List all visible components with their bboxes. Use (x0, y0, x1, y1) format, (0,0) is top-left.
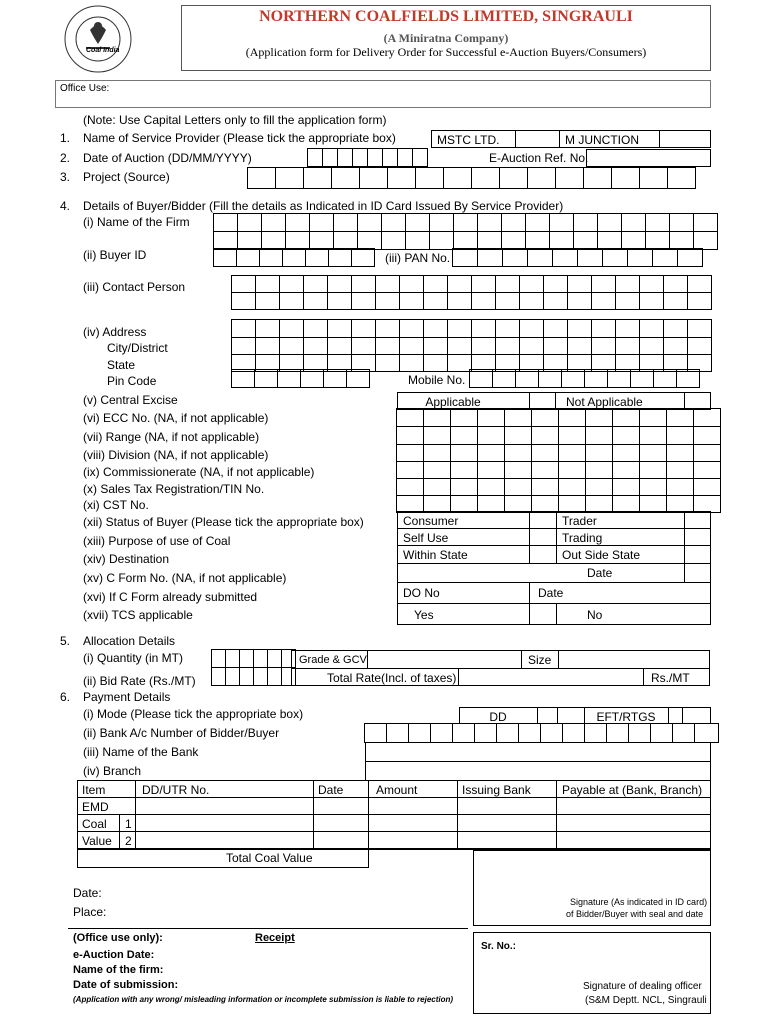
range-label: (vii) Range (NA, if not applicable) (83, 430, 260, 444)
row-index-2: 2 (125, 834, 132, 848)
receipt-heading: Receipt (255, 932, 295, 944)
eft-label: EFT/RTGS (596, 710, 656, 724)
buyer-id-cells[interactable] (214, 249, 375, 267)
row-index-1: 1 (125, 817, 132, 831)
auction-date-label: Date of Auction (DD/MM/YYYY) (83, 151, 252, 165)
excise-details-cells[interactable] (397, 409, 721, 513)
company-sub: (A Miniratna Company) (383, 31, 509, 45)
mobile-label: Mobile No. (408, 373, 466, 387)
item-number-3: 3. (60, 170, 71, 184)
not-applicable-label: Not Applicable (566, 395, 643, 409)
row-coal: Coal (82, 817, 107, 831)
applicable-label: Applicable (425, 395, 481, 409)
buyer-signature-caption-2: of Bidder/Buyer with seal and date (566, 909, 704, 919)
mjunction-label: M JUNCTION (565, 133, 639, 147)
coal-purpose-label: (xiii) Purpose of use of Coal (83, 534, 231, 548)
buyer-signature-caption: Signature (As indicated in ID card) (570, 897, 708, 907)
contact-person-cells[interactable] (232, 276, 712, 310)
item-number-6: 6. (60, 690, 71, 704)
within-state-option[interactable]: Within State (403, 548, 468, 562)
payment-label: Payment Details (83, 690, 171, 704)
th-amount: Amount (376, 783, 418, 797)
tcs-yes-option[interactable]: Yes (414, 608, 434, 622)
buyer-status-label: (xii) Status of Buyer (Please tick the appropriate box) (83, 515, 364, 529)
pan-cells[interactable] (453, 249, 703, 267)
city-label: City/District (107, 341, 168, 355)
footer-date-label: Date: (73, 886, 102, 900)
destination-label: (xiv) Destination (83, 552, 170, 566)
project-cells[interactable] (248, 168, 696, 189)
dd-tick-box[interactable] (537, 707, 585, 724)
footer-place-label: Place: (73, 905, 107, 919)
ecc-label: (vi) ECC No. (NA, if not applicable) (83, 411, 269, 425)
bank-account-cells[interactable] (365, 724, 719, 743)
tin-label: (x) Sales Tax Registration/TIN No. (83, 482, 265, 496)
office-use-label: Office Use: (60, 83, 110, 94)
branch-input[interactable] (365, 761, 711, 781)
c-form-label: (xv) C Form No. (NA, if not applicable) (83, 571, 287, 585)
firm-name-label: (i) Name of the Firm (83, 215, 190, 229)
address-label: (iv) Address (83, 325, 147, 339)
coal-india-emblem-icon (56, 2, 140, 76)
project-label: Project (Source) (83, 170, 170, 184)
trader-option[interactable]: Trader (562, 514, 597, 528)
logo (56, 2, 140, 76)
office-only-label: (Office use only): (73, 932, 163, 944)
tcs-label: (xvii) TCS applicable (83, 608, 193, 622)
mstc-label: MSTC LTD. (437, 133, 500, 147)
row-emd: EMD (82, 800, 109, 814)
service-provider-label: Name of Service Provider (Please tick the appropriate box) (83, 131, 396, 145)
quantity-label: (i) Quantity (in MT) (83, 651, 184, 665)
branch-label: (iv) Branch (83, 764, 142, 778)
bank-name-input[interactable] (365, 742, 711, 762)
pan-label: (iii) PAN No. (385, 251, 451, 265)
address-cells[interactable] (232, 320, 712, 372)
tcs-no-option[interactable]: No (587, 608, 603, 622)
outside-state-option[interactable]: Out Side State (562, 548, 641, 562)
buyer-details-label: Details of Buyer/Bidder (Fill the details as Indicated in ID Card Issued By Service Provider) (83, 199, 564, 213)
c-form-submitted-label: (xvi) If C Form already submitted (83, 590, 258, 604)
total-rate-label: Total Rate(Incl. of taxes) (327, 671, 457, 685)
th-dd-utr: DD/UTR No. (142, 783, 210, 797)
consumer-option[interactable]: Consumer (403, 514, 459, 528)
division-label: (viii) Division (NA, if not applicable) (83, 448, 269, 462)
th-issuing-bank: Issuing Bank (462, 783, 531, 797)
mobile-cells[interactable] (470, 370, 700, 388)
item-number-2: 2. (60, 151, 71, 165)
do-no-label: DO No (403, 586, 440, 600)
eauction-ref-label: E-Auction Ref. No. (489, 151, 589, 165)
receipt-eauction-date: e-Auction Date: (73, 949, 155, 961)
firm-name-cells[interactable] (214, 214, 718, 250)
dd-label: DD (489, 710, 507, 724)
allocation-label: Allocation Details (83, 634, 176, 648)
th-date: Date (318, 783, 344, 797)
do-date-label: Date (538, 586, 564, 600)
quantity-bid-cells[interactable] (212, 650, 296, 686)
pincode-cells[interactable] (232, 370, 370, 388)
officer-signature-caption-2: (S&M Deptt. NCL, Singrauli (585, 995, 707, 1006)
note: (Note: Use Capital Letters only to fill the application form) (83, 113, 387, 127)
eauction-ref-input[interactable] (586, 149, 711, 167)
trading-option[interactable]: Trading (562, 531, 603, 545)
row-value: Value (82, 834, 112, 848)
pincode-label: Pin Code (107, 374, 157, 388)
total-coal-value-label: Total Coal Value (226, 851, 313, 865)
payment-mode-label: (i) Mode (Please tick the appropriate box) (83, 707, 304, 721)
th-item: Item (82, 783, 106, 797)
mstc-tick-box[interactable] (515, 130, 560, 148)
bid-rate-label: (ii) Bid Rate (Rs./MT) (83, 674, 196, 688)
commissionerate-label: (ix) Commissionerate (NA, if not applicable) (83, 465, 315, 479)
officer-signature-caption: Signature of dealing officer (583, 981, 702, 992)
eft-tick-box[interactable] (668, 707, 711, 724)
central-excise-label: (v) Central Excise (83, 393, 178, 407)
bank-account-label: (ii) Bank A/c Number of Bidder/Buyer (83, 726, 280, 740)
item-number-4: 4. (60, 199, 71, 213)
bank-name-label: (iii) Name of the Bank (83, 745, 199, 759)
buyer-id-label: (ii) Buyer ID (83, 248, 147, 262)
item-number-1: 1. (60, 131, 71, 145)
mjunction-tick-box[interactable] (659, 130, 711, 148)
rejection-notice: (Application with any wrong/ misleading information or incomplete submission is liable to rejection) (73, 995, 454, 1004)
c-form-date-label: Date (587, 566, 613, 580)
th-payable-at: Payable at (Bank, Branch) (562, 783, 703, 797)
state-label: State (107, 358, 136, 372)
receipt-submission-date: Date of submission: (73, 979, 179, 991)
rs-mt-label: Rs./MT (651, 671, 690, 685)
company-name: NORTHERN COALFIELDS LIMITED, SINGRAULI (259, 8, 633, 25)
auction-date-cells[interactable] (308, 149, 428, 167)
form-title: (Application form for Delivery Order for Successful e-Auction Buyers/Consumers) (245, 45, 647, 59)
logo-center-text: Coal India (86, 47, 120, 54)
size-label: Size (528, 653, 552, 667)
office-use-box[interactable] (55, 80, 711, 108)
self-use-option[interactable]: Self Use (403, 531, 449, 545)
serial-no-label: Sr. No.: (481, 941, 517, 952)
cst-label: (xi) CST No. (83, 498, 149, 512)
item-number-5: 5. (60, 634, 71, 648)
receipt-firm-name: Name of the firm: (73, 964, 164, 976)
contact-person-label: (iii) Contact Person (83, 280, 186, 294)
grade-gcv-label: Grade & GCV (299, 654, 367, 666)
